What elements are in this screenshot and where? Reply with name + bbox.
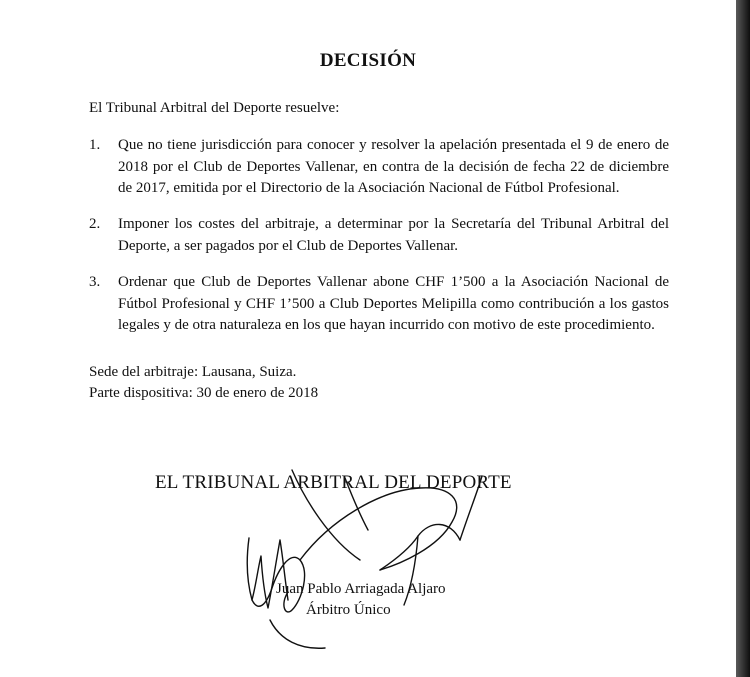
item-text: Ordenar que Club de Deportes Vallenar abone CHF 1’500 a la Asociación Nacional de Fútbol Profesional y CHF 1’500 a Club Deportes Melipilla como contribución a los gastos legales y de otra naturaleza en los que hayan incurrido con motivo de este procedimiento. (118, 274, 669, 333)
decision-item (89, 135, 669, 200)
arbitrator-name: Juan Pablo Arriagada Aljaro (276, 581, 446, 597)
decision-title: DECISIÓN (319, 50, 417, 71)
decision-item (89, 214, 669, 257)
tribunal-heading: EL TRIBUNAL ARBITRAL DEL DEPORTE (155, 472, 512, 493)
item-number: 1. (89, 137, 101, 153)
decision-item (89, 272, 669, 337)
arbitrator-role: Árbitro Único (306, 602, 391, 618)
item-number: 2. (89, 216, 101, 232)
item-text: Que no tiene jurisdicción para conocer y resolver la apelación presentada el 9 de enero de 2018 por el Club de Deportes Vallenar, en contra de la decisión de fecha 22 de diciembre de 2017, emitida por el Directorio de la Asociación Nacional de Fútbol Profesional. (118, 137, 669, 196)
scan-shadow-edge (736, 0, 750, 677)
arbitration-seat: Sede del arbitraje: Lausana, Suiza. (89, 364, 297, 380)
item-number: 3. (89, 274, 101, 290)
item-text: Imponer los costes del arbitraje, a determinar por la Secretaría del Tribunal Arbitral del Deporte, a ser pagados por el Club de Deportes Vallenar. (118, 216, 669, 254)
decision-intro: El Tribunal Arbitral del Deporte resuelve: (89, 100, 340, 116)
operative-part-date: Parte dispositiva: 30 de enero de 2018 (89, 385, 319, 401)
